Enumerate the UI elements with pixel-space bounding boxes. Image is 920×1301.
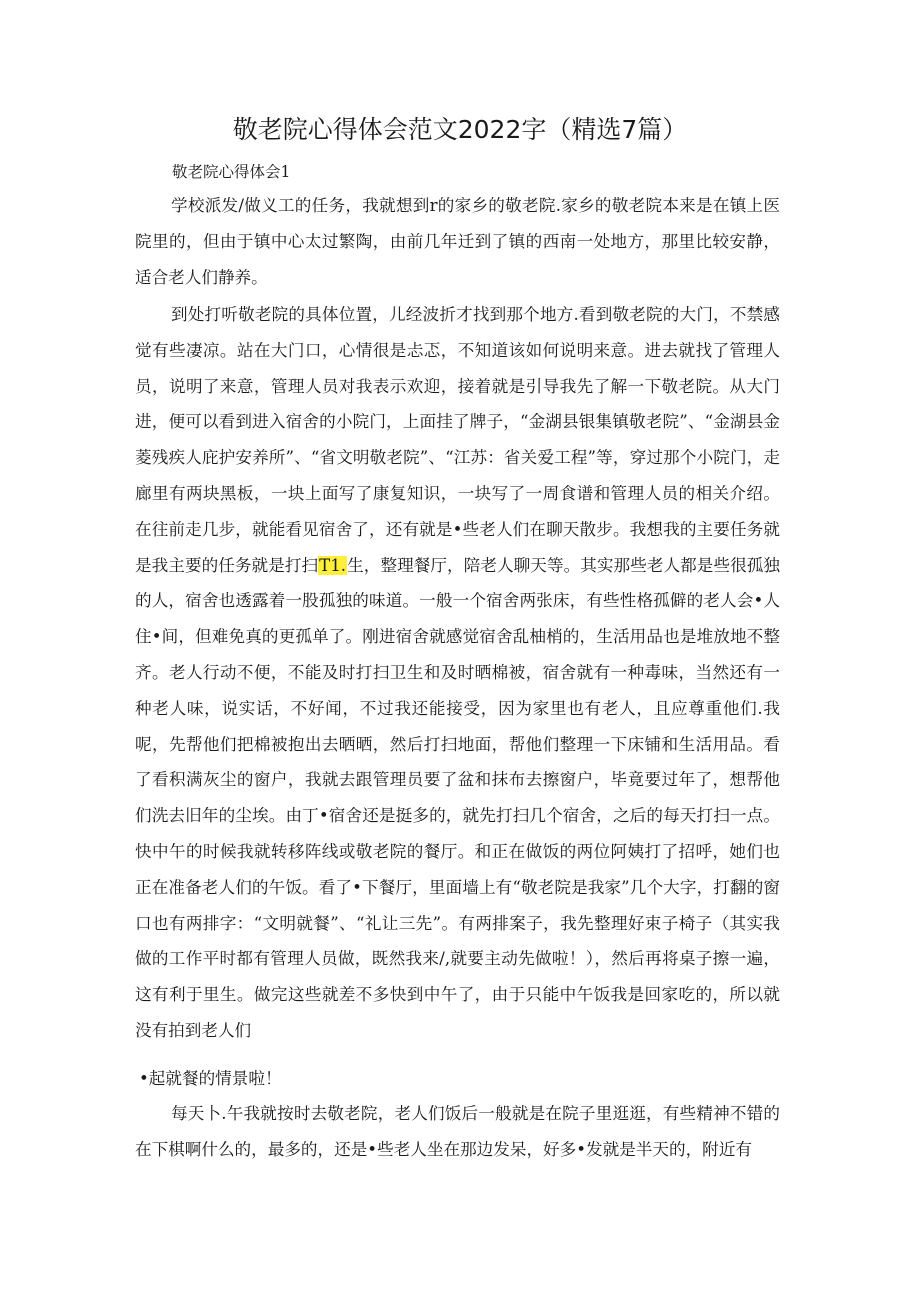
paragraph-1: 学校派发/做义工的任务，我就想到r的家乡的敬老院.家乡的敬老院本来是在镇上医院里的，但由于镇中心太过繁陶，由前几年迁到了镇的西南一处地方，那里比较安静，适合老人们静养。 bbox=[135, 196, 780, 287]
paragraph-4: 每天卜.午我就按时去敬老院，老人们饭后一般就是在院子里逛逛，有些精神不错的在下棋啊什么的，最多的，还是•些老人坐在那边发呆，好多•发就是半天的，附近有 bbox=[135, 1104, 780, 1159]
paragraph-3: •起就餐的情景啦！ bbox=[139, 1069, 282, 1088]
document-title: 敬老院心得体会范文2022字（精选7篇） bbox=[232, 115, 688, 144]
highlighted-text: T1. bbox=[319, 555, 347, 575]
paragraph-2-part-1: 到处打听敬老院的具体位置，儿经波折才找到那个地方.看到敬老院的大门，不禁感觉有些凄凉。站在大门口，心情很是忐忑，不知道该如何说明来意。进去就找了管理人员，说明了来意，管理人员对我表示欢迎，接着就是引导我先了解一下敬老院。从大门进，便可以看到进入宿舍的小院门，上面挂了牌子，“金湖县银集镇敬老院”、“金湖县金菱残疾人庇护安养所”、“省文明敬老院”、“江苏：省关爱工程”等，穿过那个小院门，走廊里有两块黑板，一块上面写了康复知识，一块写了一周食谱和管理人员的相关介绍。在往前走几步，就能看见宿舍了，还有就是•些老人们在聊天散步。我想我的主要任务就是我主要的任务就是打扫 bbox=[135, 305, 780, 575]
paragraph-2-part-2: 生，整理餐厅，陪老人聊天等。其实那些老人都是些很孤独的人，宿舍也透露着一股孤独的味道。一般一个宿舍两张床，有些性格孤僻的老人会•人住•间，但难免真的更孤单了。刚进宿舍就感觉宿舍乱柚梢的，生活用品也是堆放地不整齐。老人行动不便，不能及时打扫卫生和及时晒棉被，宿舍就有一种毒味，当然还有一种老人味，说实话，不好闻，不过我还能接受，因为家里也有老人，且应尊重他们.我呢，先帮他们把棉被抱出去晒晒，然后打扫地面，帮他们整理一下床铺和生活用品。看了看积满灰尘的窗户，我就去跟管理员要了盆和抹布去擦窗户，毕竟要过年了，想帮他们洗去旧年的尘埃。由丁•宿舍还是挺多的，就先打扫几个宿舍，之后的每天打扫一点。快中午的时候我就转移阵线或敬老院的餐厅。和正在做饭的两位阿姨打了招呼，她们也正在准备老人们的午饭。看了•下餐厅，里面墙上有“敬老院是我家”几个大字，打翻的窗口也有两排字：“文明就餐”、“礼让三先”。有两排案子，我先整理好束子椅子（其实我做的工作平时都有管理人员做，既然我来/,就要主动先做啦！），然后再将桌子擦一遍，这有利于里生。做完这些就差不多快到中午了，由于只能中午饭我是回家吃的，所以就没有拍到老人们 bbox=[135, 555, 781, 1040]
section-heading: 敬老院心得体会1 bbox=[172, 163, 291, 181]
paragraph-2 bbox=[135, 297, 780, 1049]
